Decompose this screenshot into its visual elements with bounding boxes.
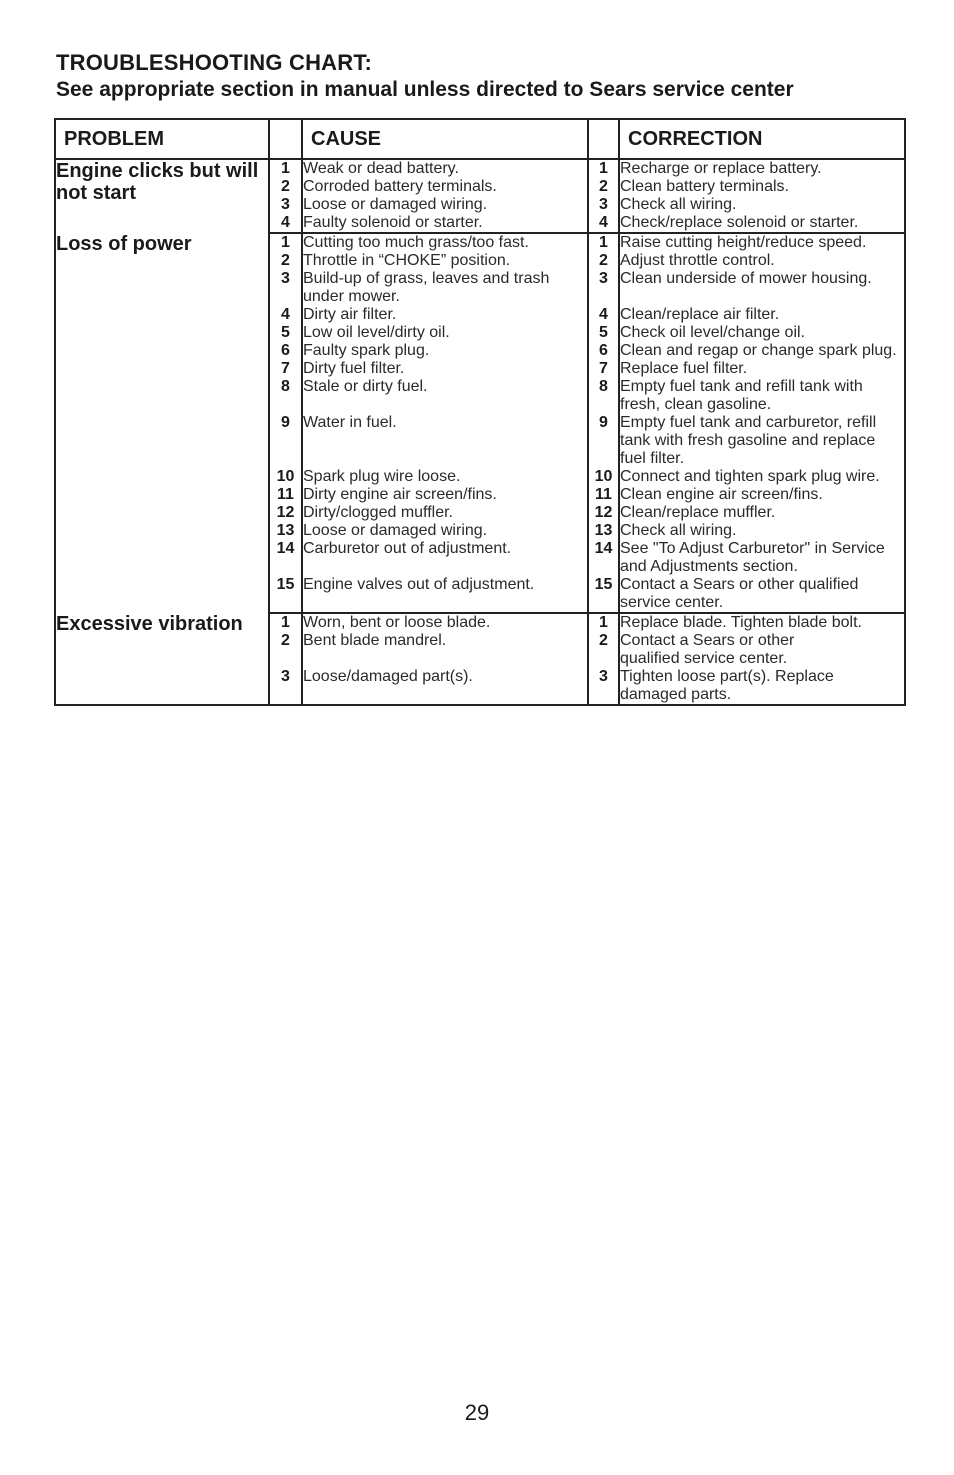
correction-text: Empty fuel tank and carburetor, refill tank with fresh gasoline and replace fuel filter. bbox=[619, 414, 905, 468]
correction-number: 12 bbox=[588, 504, 619, 522]
correction-number: 10 bbox=[588, 468, 619, 486]
cause-number: 2 bbox=[269, 632, 302, 650]
correction-number: 6 bbox=[588, 342, 619, 360]
correction-text: qualified service center. bbox=[619, 650, 905, 668]
cause-number: 15 bbox=[269, 576, 302, 613]
correction-text: Check all wiring. bbox=[619, 196, 905, 214]
cause-number: 1 bbox=[269, 159, 302, 178]
cause-text: Cutting too much grass/too fast. bbox=[302, 233, 588, 252]
cause-number: 13 bbox=[269, 522, 302, 540]
cause-number: 1 bbox=[269, 233, 302, 252]
correction-text: Clean engine air screen/fins. bbox=[619, 486, 905, 504]
cause-text: Loose or damaged wiring. bbox=[302, 196, 588, 214]
correction-number: 2 bbox=[588, 632, 619, 650]
cause-number: 1 bbox=[269, 613, 302, 632]
correction-number: 2 bbox=[588, 178, 619, 196]
correction-number: 7 bbox=[588, 360, 619, 378]
cause-number-column-header bbox=[269, 119, 302, 159]
table-row bbox=[55, 159, 905, 178]
cause-number: 7 bbox=[269, 360, 302, 378]
correction-number: 13 bbox=[588, 522, 619, 540]
correction-number: 1 bbox=[588, 613, 619, 632]
cause-text bbox=[302, 650, 588, 668]
cause-text: Dirty air filter. bbox=[302, 306, 588, 324]
cause-number: 4 bbox=[269, 306, 302, 324]
correction-text: Adjust throttle control. bbox=[619, 252, 905, 270]
correction-number-column-header bbox=[588, 119, 619, 159]
correction-number: 11 bbox=[588, 486, 619, 504]
cause-number: 8 bbox=[269, 378, 302, 414]
cause-number: 5 bbox=[269, 324, 302, 342]
chart-subtitle: See appropriate section in manual unless directed to Sears service center bbox=[56, 78, 794, 101]
table-row bbox=[55, 233, 905, 252]
problem-cell: Loss of power bbox=[55, 233, 269, 613]
cause-text: Low oil level/dirty oil. bbox=[302, 324, 588, 342]
correction-number: 2 bbox=[588, 252, 619, 270]
cause-text: Loose or damaged wiring. bbox=[302, 522, 588, 540]
table-row bbox=[55, 613, 905, 632]
cause-number: 2 bbox=[269, 178, 302, 196]
correction-number: 5 bbox=[588, 324, 619, 342]
correction-number: 15 bbox=[588, 576, 619, 613]
cause-text: Faulty spark plug. bbox=[302, 342, 588, 360]
problem-cell: Engine clicks but will not start bbox=[55, 159, 269, 233]
cause-number: 9 bbox=[269, 414, 302, 468]
correction-column-header: CORRECTION bbox=[619, 119, 905, 159]
cause-column-header: CAUSE bbox=[302, 119, 588, 159]
correction-text: Clean/replace muffler. bbox=[619, 504, 905, 522]
cause-number: 3 bbox=[269, 270, 302, 306]
cause-number: 14 bbox=[269, 540, 302, 576]
cause-number bbox=[269, 650, 302, 668]
cause-number: 6 bbox=[269, 342, 302, 360]
correction-number: 4 bbox=[588, 214, 619, 233]
cause-text: Faulty solenoid or starter. bbox=[302, 214, 588, 233]
troubleshooting-table bbox=[54, 118, 906, 706]
table-body bbox=[55, 159, 905, 705]
correction-number: 3 bbox=[588, 668, 619, 705]
correction-number: 3 bbox=[588, 196, 619, 214]
correction-text: Contact a Sears or other bbox=[619, 632, 905, 650]
correction-text: Check oil level/change oil. bbox=[619, 324, 905, 342]
cause-number: 3 bbox=[269, 668, 302, 705]
page-number: 29 bbox=[464, 1400, 490, 1425]
table-header-row bbox=[55, 119, 905, 159]
cause-text: Worn, bent or loose blade. bbox=[302, 613, 588, 632]
cause-text: Corroded battery terminals. bbox=[302, 178, 588, 196]
correction-text: Check/replace solenoid or starter. bbox=[619, 214, 905, 233]
cause-text: Engine valves out of adjustment. bbox=[302, 576, 588, 613]
problem-cell: Excessive vibration bbox=[55, 613, 269, 705]
correction-text: Replace fuel filter. bbox=[619, 360, 905, 378]
correction-number: 4 bbox=[588, 306, 619, 324]
cause-text: Bent blade mandrel. bbox=[302, 632, 588, 650]
cause-number: 4 bbox=[269, 214, 302, 233]
cause-text: Carburetor out of adjustment. bbox=[302, 540, 588, 576]
cause-number: 3 bbox=[269, 196, 302, 214]
correction-text: Replace blade. Tighten blade bolt. bbox=[619, 613, 905, 632]
correction-text: Recharge or replace battery. bbox=[619, 159, 905, 178]
cause-text: Weak or dead battery. bbox=[302, 159, 588, 178]
correction-number: 8 bbox=[588, 378, 619, 414]
cause-text: Build-up of grass, leaves and trash under mower. bbox=[302, 270, 588, 306]
chart-title: TROUBLESHOOTING CHART: bbox=[56, 50, 373, 75]
correction-text: Contact a Sears or other qualified service center. bbox=[619, 576, 905, 613]
correction-number: 9 bbox=[588, 414, 619, 468]
cause-text: Dirty fuel filter. bbox=[302, 360, 588, 378]
cause-text: Dirty/clogged muffler. bbox=[302, 504, 588, 522]
cause-number: 12 bbox=[269, 504, 302, 522]
correction-number: 3 bbox=[588, 270, 619, 306]
cause-number: 2 bbox=[269, 252, 302, 270]
cause-text: Throttle in “CHOKE” position. bbox=[302, 252, 588, 270]
cause-text: Loose/damaged part(s). bbox=[302, 668, 588, 705]
correction-text: Clean underside of mower housing. bbox=[619, 270, 905, 306]
correction-text: Clean/replace air filter. bbox=[619, 306, 905, 324]
cause-text: Stale or dirty fuel. bbox=[302, 378, 588, 414]
problem-column-header: PROBLEM bbox=[55, 119, 269, 159]
cause-number: 10 bbox=[269, 468, 302, 486]
correction-number: 14 bbox=[588, 540, 619, 576]
cause-number: 11 bbox=[269, 486, 302, 504]
correction-text: Check all wiring. bbox=[619, 522, 905, 540]
correction-text: Tighten loose part(s). Replace damaged parts. bbox=[619, 668, 905, 705]
cause-text: Dirty engine air screen/fins. bbox=[302, 486, 588, 504]
cause-text: Water in fuel. bbox=[302, 414, 588, 468]
cause-text: Spark plug wire loose. bbox=[302, 468, 588, 486]
correction-text: Raise cutting height/reduce speed. bbox=[619, 233, 905, 252]
correction-text: Clean battery terminals. bbox=[619, 178, 905, 196]
correction-number bbox=[588, 650, 619, 668]
correction-text: See "To Adjust Carburetor" in Service and Adjustments section. bbox=[619, 540, 905, 576]
correction-text: Connect and tighten spark plug wire. bbox=[619, 468, 905, 486]
correction-text: Clean and regap or change spark plug. bbox=[619, 342, 905, 360]
correction-number: 1 bbox=[588, 159, 619, 178]
correction-text: Empty fuel tank and refill tank with fresh, clean gasoline. bbox=[619, 378, 905, 414]
correction-number: 1 bbox=[588, 233, 619, 252]
